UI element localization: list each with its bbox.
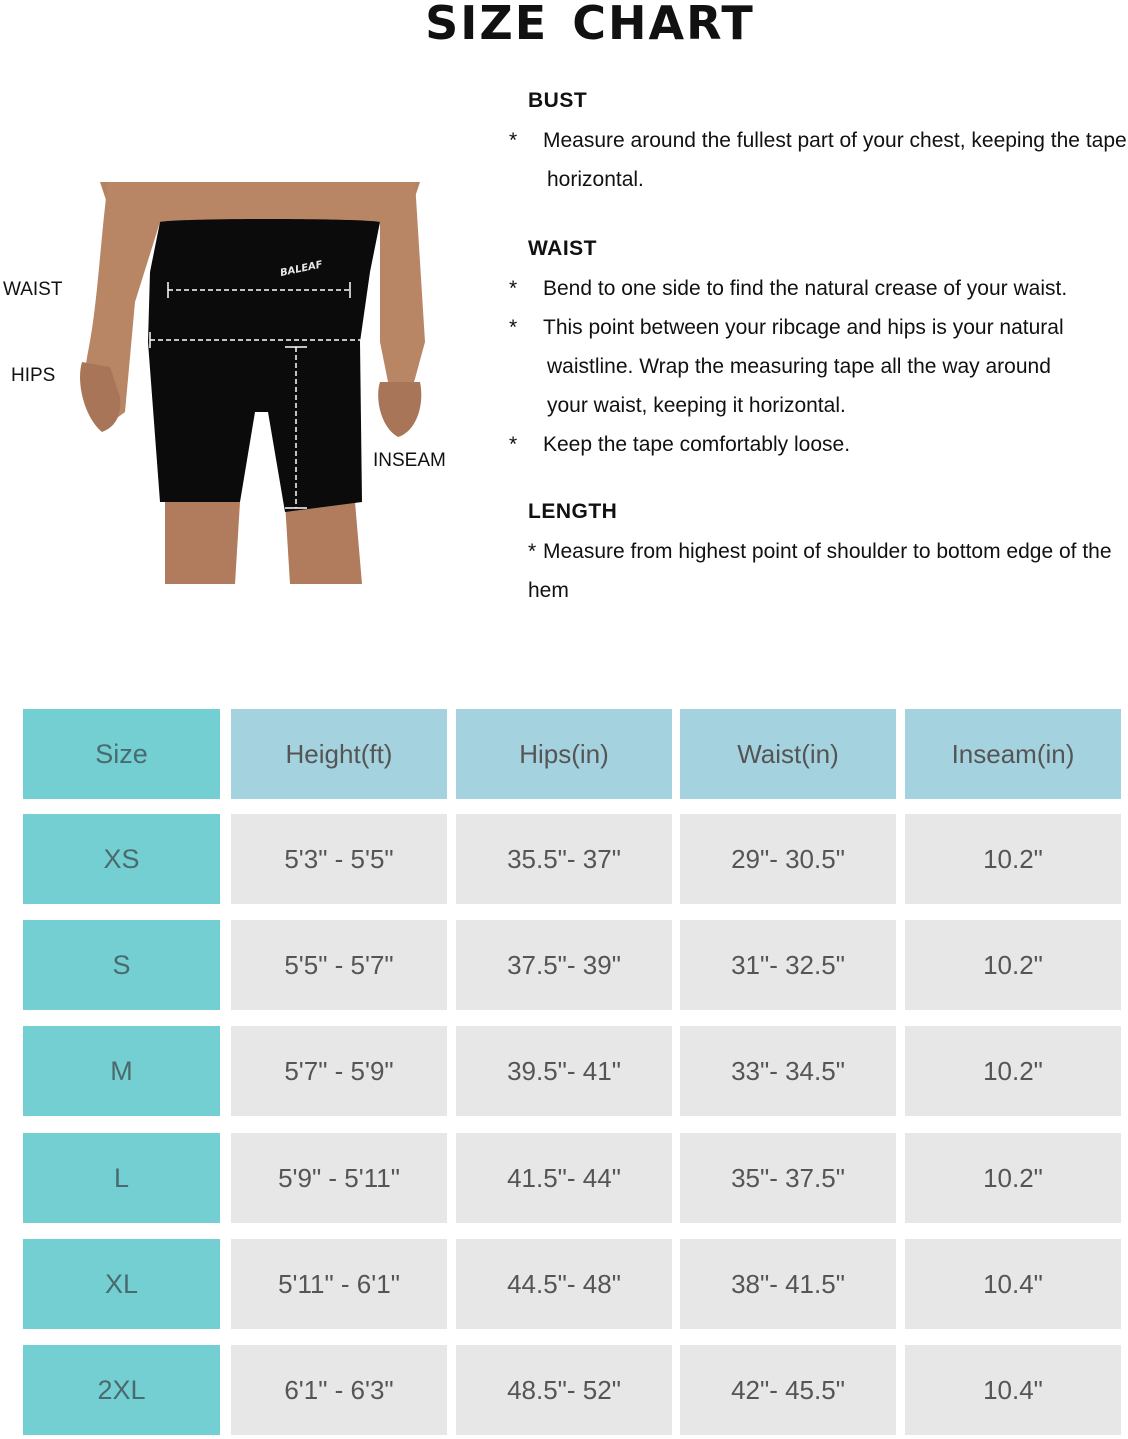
- cell-waist: 29"- 30.5": [680, 814, 896, 904]
- cell-size: M: [23, 1026, 220, 1116]
- cell-waist: 31"- 32.5": [680, 920, 896, 1010]
- cell-height: 5'7" - 5'9": [231, 1026, 447, 1116]
- cell-inseam: 10.2": [905, 814, 1121, 904]
- model-figure: [80, 182, 437, 584]
- cell-size: L: [23, 1133, 220, 1223]
- inseam-label: INSEAM: [373, 450, 446, 471]
- cell-hips: 35.5"- 37": [456, 814, 672, 904]
- cell-height: 5'9" - 5'11": [231, 1133, 447, 1223]
- cell-hips: 41.5"- 44": [456, 1133, 672, 1223]
- instruction-bullet: * Keep the tape comfortably loose.: [509, 433, 851, 456]
- bust-section: [509, 88, 1128, 199]
- cell-size: 2XL: [23, 1345, 220, 1435]
- cell-height: 6'1" - 6'3": [231, 1345, 447, 1435]
- header-size: Size: [23, 709, 220, 799]
- waist-section: [509, 236, 1128, 464]
- cell-height: 5'5" - 5'7": [231, 920, 447, 1010]
- cell-waist: 35"- 37.5": [680, 1133, 896, 1223]
- cell-hips: 44.5"- 48": [456, 1239, 672, 1329]
- cell-waist: 33"- 34.5": [680, 1026, 896, 1116]
- cell-inseam: 10.2": [905, 1026, 1121, 1116]
- cell-waist: 38"- 41.5": [680, 1239, 896, 1329]
- cell-size: XL: [23, 1239, 220, 1329]
- cell-hips: 37.5"- 39": [456, 920, 672, 1010]
- hips-label: HIPS: [11, 365, 56, 386]
- length-section: [528, 499, 1128, 610]
- cell-hips: 48.5"- 52": [456, 1345, 672, 1435]
- cell-hips: 39.5"- 41": [456, 1026, 672, 1116]
- page-title: SIZE CHART: [425, 0, 755, 50]
- instruction-bullet: * Bend to one side to find the natural crease of your waist.: [509, 277, 1068, 300]
- instruction-bullet: * This point between your ribcage and hips is your natural waistline. Wrap the measuring tape all the way around your waist, keeping it horizontal.: [509, 316, 1064, 417]
- cell-waist: 42"- 45.5": [680, 1345, 896, 1435]
- cell-height: 5'11" - 6'1": [231, 1239, 447, 1329]
- header-hips: Hips(in): [456, 709, 672, 799]
- cell-inseam: 10.2": [905, 920, 1121, 1010]
- instruction-bullet: * Measure from highest point of shoulder to bottom edge of the hem: [528, 540, 1112, 602]
- section-heading: LENGTH: [528, 500, 618, 523]
- header-waist: Waist(in): [680, 709, 896, 799]
- section-heading: BUST: [528, 89, 588, 112]
- header-inseam: Inseam(in): [905, 709, 1121, 799]
- brand-logo: BALEAF: [279, 259, 324, 280]
- section-heading: WAIST: [528, 237, 597, 260]
- cell-size: S: [23, 920, 220, 1010]
- cell-height: 5'3" - 5'5": [231, 814, 447, 904]
- measurement-instructions: [509, 88, 1128, 649]
- cell-inseam: 10.2": [905, 1133, 1121, 1223]
- cell-size: XS: [23, 814, 220, 904]
- waist-label: WAIST: [3, 279, 63, 300]
- cell-inseam: 10.4": [905, 1345, 1121, 1435]
- instruction-bullet: * Measure around the fullest part of your chest, keeping the tape horizontal.: [509, 129, 1127, 191]
- header-height: Height(ft): [231, 709, 447, 799]
- cell-inseam: 10.4": [905, 1239, 1121, 1329]
